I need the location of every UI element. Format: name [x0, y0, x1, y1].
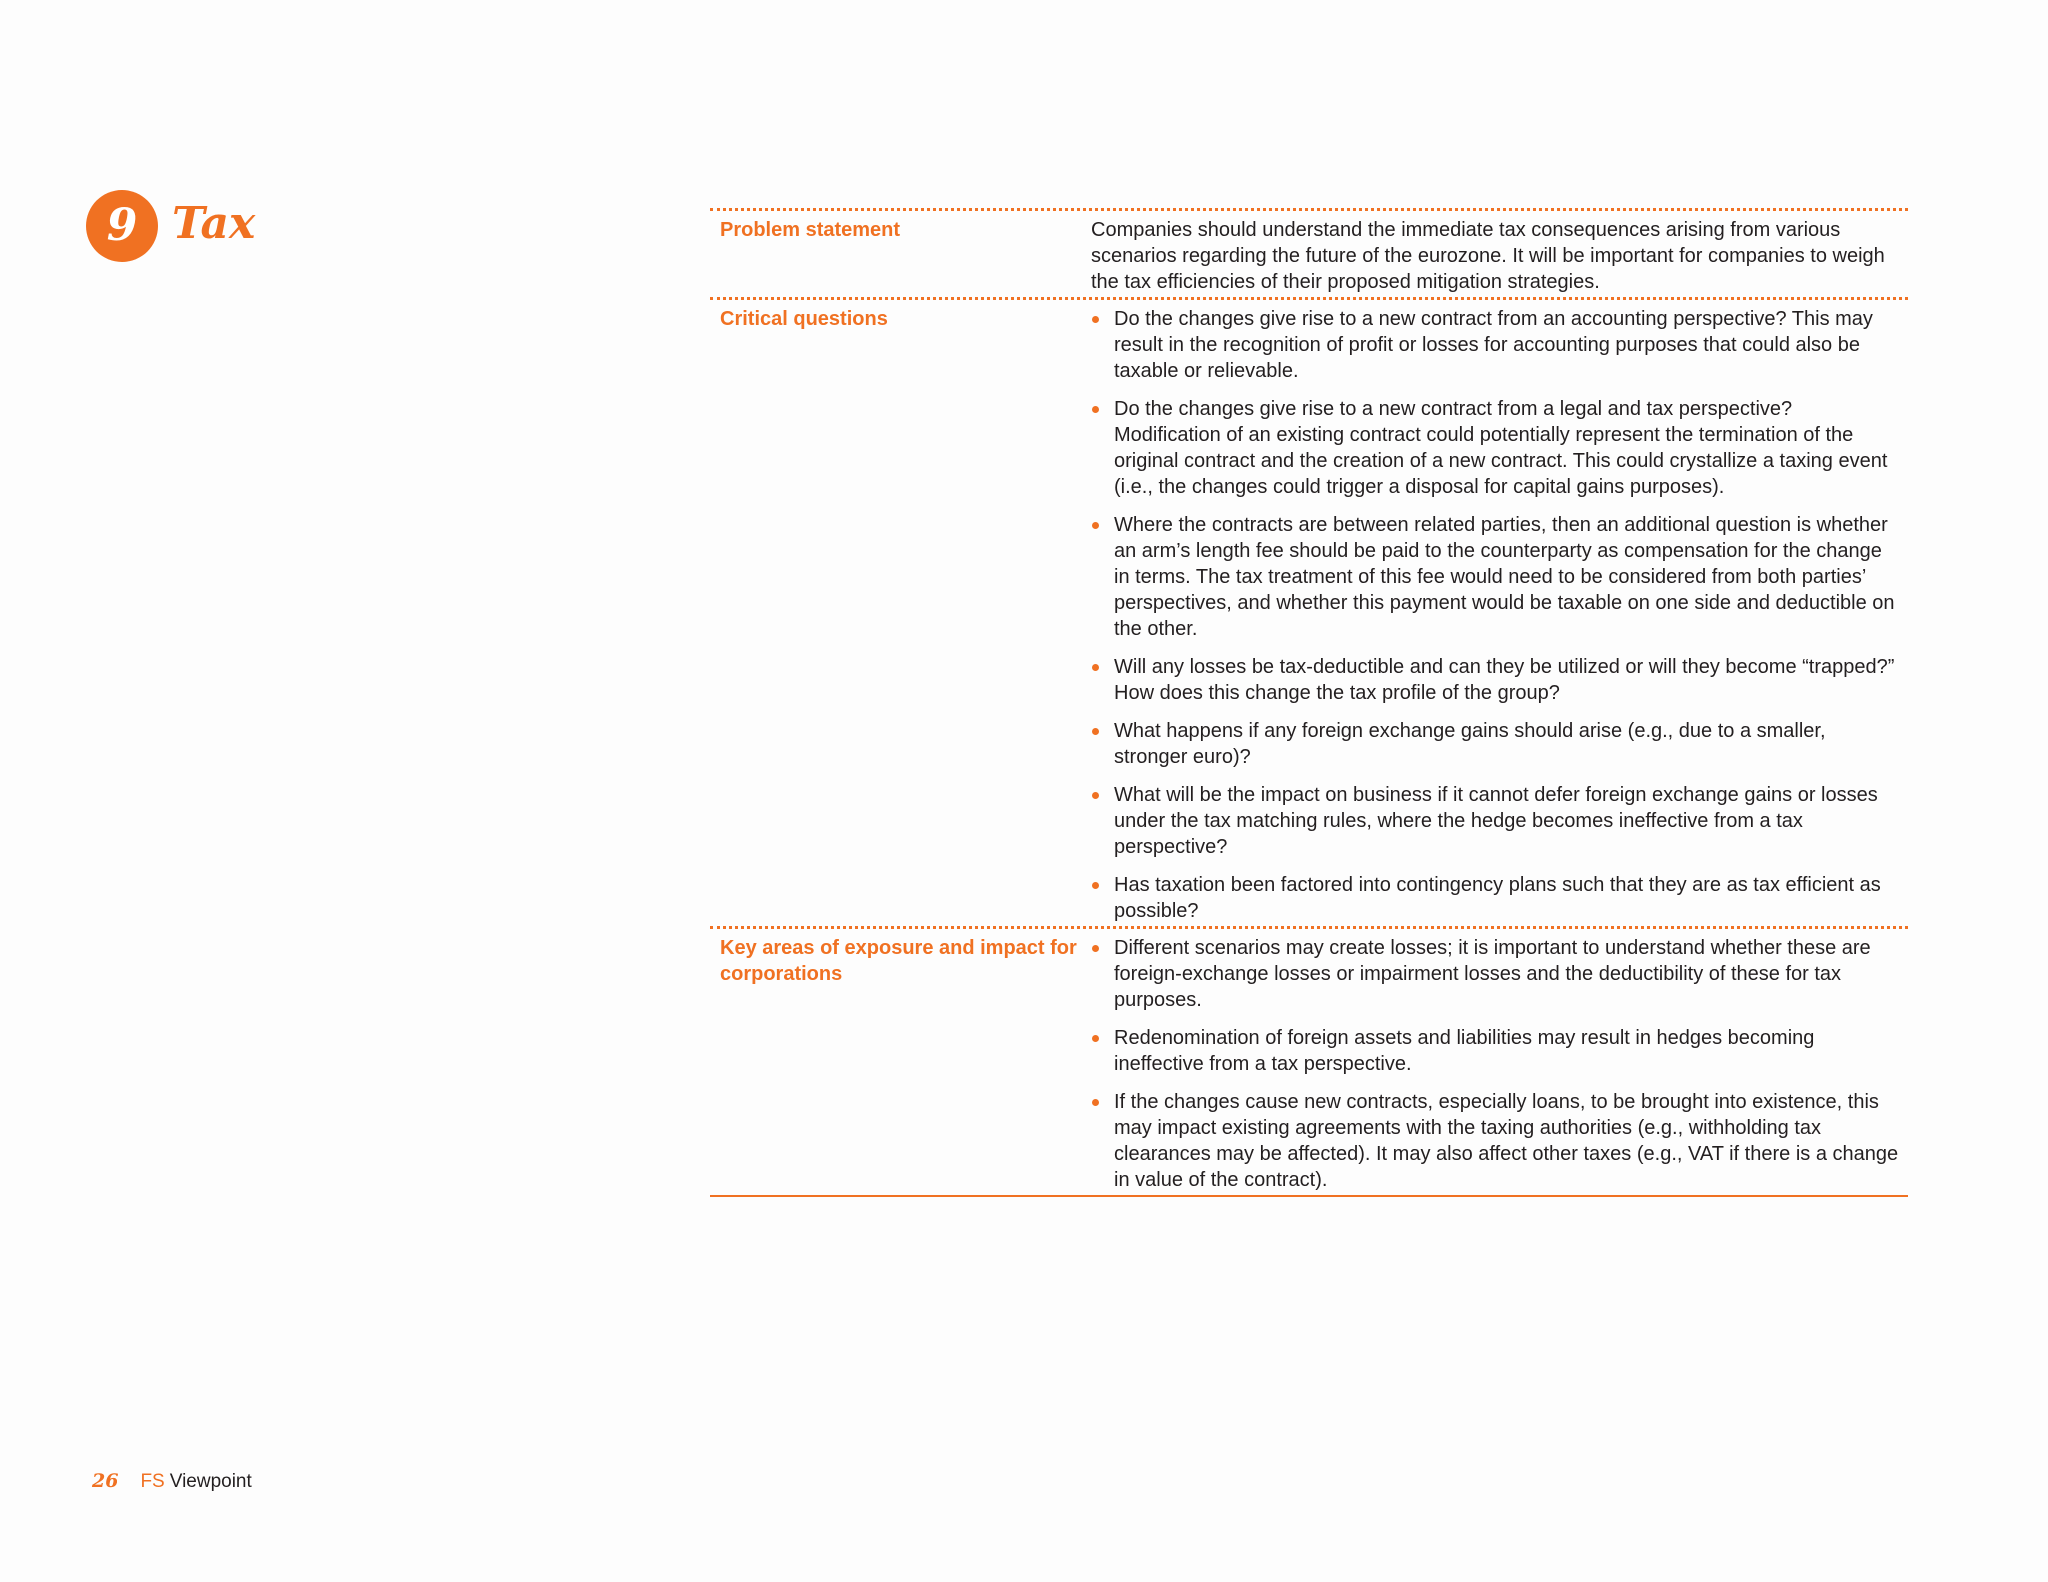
row-body — [1091, 217, 1908, 295]
tax-table — [710, 208, 1908, 1197]
problem-statement-text: Companies should understand the immediate tax consequences arising from various scenarios regarding the future of the eurozone. It will be important for companies to weigh the tax efficiencies of their proposed mitigation strategies. — [1091, 219, 1885, 293]
bullet-icon — [1092, 1099, 1099, 1106]
bullet-icon — [1092, 792, 1099, 799]
list-item — [1091, 512, 1902, 642]
section-title: Tax — [172, 198, 256, 249]
page-number: 26 — [92, 1470, 119, 1492]
row-label: Key areas of exposure and impact for corporations — [720, 937, 1077, 985]
list-item — [1091, 654, 1902, 706]
bullet-icon — [1092, 728, 1099, 735]
bullet-icon — [1092, 522, 1099, 529]
list-item-text: Where the contracts are between related parties, then an additional question is whether an arm’s length fee should be paid to the counterparty as compensation for the change in terms. The tax treatment of this fee would need to be considered from both parties’ perspectives, and whether this payment would be taxable on one side and deductible on the other. — [1114, 514, 1895, 640]
key-areas-list — [1091, 935, 1902, 1193]
bullet-icon — [1092, 1035, 1099, 1042]
list-item-text: Do the changes give rise to a new contract from an accounting perspective? This may result in the recognition of profit or losses for accounting purposes that could also be taxable or relievable. — [1114, 308, 1873, 382]
list-item — [1091, 306, 1902, 384]
bullet-icon — [1092, 882, 1099, 889]
list-item — [1091, 782, 1902, 860]
list-item-text: Redenomination of foreign assets and liabilities may result in hedges becoming ineffective from a tax perspective. — [1114, 1027, 1815, 1075]
row-key-areas — [710, 926, 1908, 1195]
bullet-icon — [1092, 664, 1099, 671]
section-header — [86, 190, 255, 262]
list-item — [1091, 872, 1902, 924]
row-problem-statement — [710, 208, 1908, 297]
row-critical-questions — [710, 297, 1908, 926]
bullet-icon — [1092, 316, 1099, 323]
critical-questions-list — [1091, 306, 1902, 924]
row-label: Problem statement — [720, 219, 901, 241]
list-item — [1091, 718, 1902, 770]
list-item-text: Will any losses be tax-deductible and can they be utilized or will they become “trapped?” How does this change the tax profile of the group? — [1114, 656, 1895, 704]
row-body — [1091, 306, 1908, 924]
bullet-icon — [1092, 945, 1099, 952]
list-item — [1091, 1089, 1902, 1193]
list-item-text: Different scenarios may create losses; it is important to understand whether these are foreign-exchange losses or impairment losses and the deductibility of these for tax purposes. — [1114, 937, 1871, 1011]
bullet-icon — [1092, 406, 1099, 413]
row-body — [1091, 935, 1908, 1193]
publication-name: Viewpoint — [169, 1471, 252, 1492]
publication-prefix: FS — [140, 1471, 165, 1492]
list-item-text: Has taxation been factored into contingency plans such that they are as tax efficient as possible? — [1114, 874, 1881, 922]
page-footer — [92, 1470, 252, 1493]
list-item — [1091, 935, 1902, 1013]
row-label: Critical questions — [720, 308, 888, 330]
list-item-text: Do the changes give rise to a new contract from a legal and tax perspective? Modification of an existing contract could potentially represent the termination of the original contract and the creation of a new contract. This could crystallize a taxing event (i.e., the changes could trigger a disposal for capital gains purposes). — [1114, 398, 1888, 498]
list-item-text: What will be the impact on business if it cannot defer foreign exchange gains or losses under the tax matching rules, where the hedge becomes ineffective from a tax perspective? — [1114, 784, 1878, 858]
section-number-badge: 9 — [86, 190, 158, 262]
list-item — [1091, 396, 1902, 500]
list-item-text: If the changes cause new contracts, especially loans, to be brought into existence, this may impact existing agreements with the taxing authorities (e.g., withholding tax clearances may be affected). It may also affect other taxes (e.g., VAT if there is a change in value of the contract). — [1114, 1091, 1899, 1191]
list-item-text: What happens if any foreign exchange gains should arise (e.g., due to a smaller, stronger euro)? — [1114, 720, 1826, 768]
list-item — [1091, 1025, 1902, 1077]
